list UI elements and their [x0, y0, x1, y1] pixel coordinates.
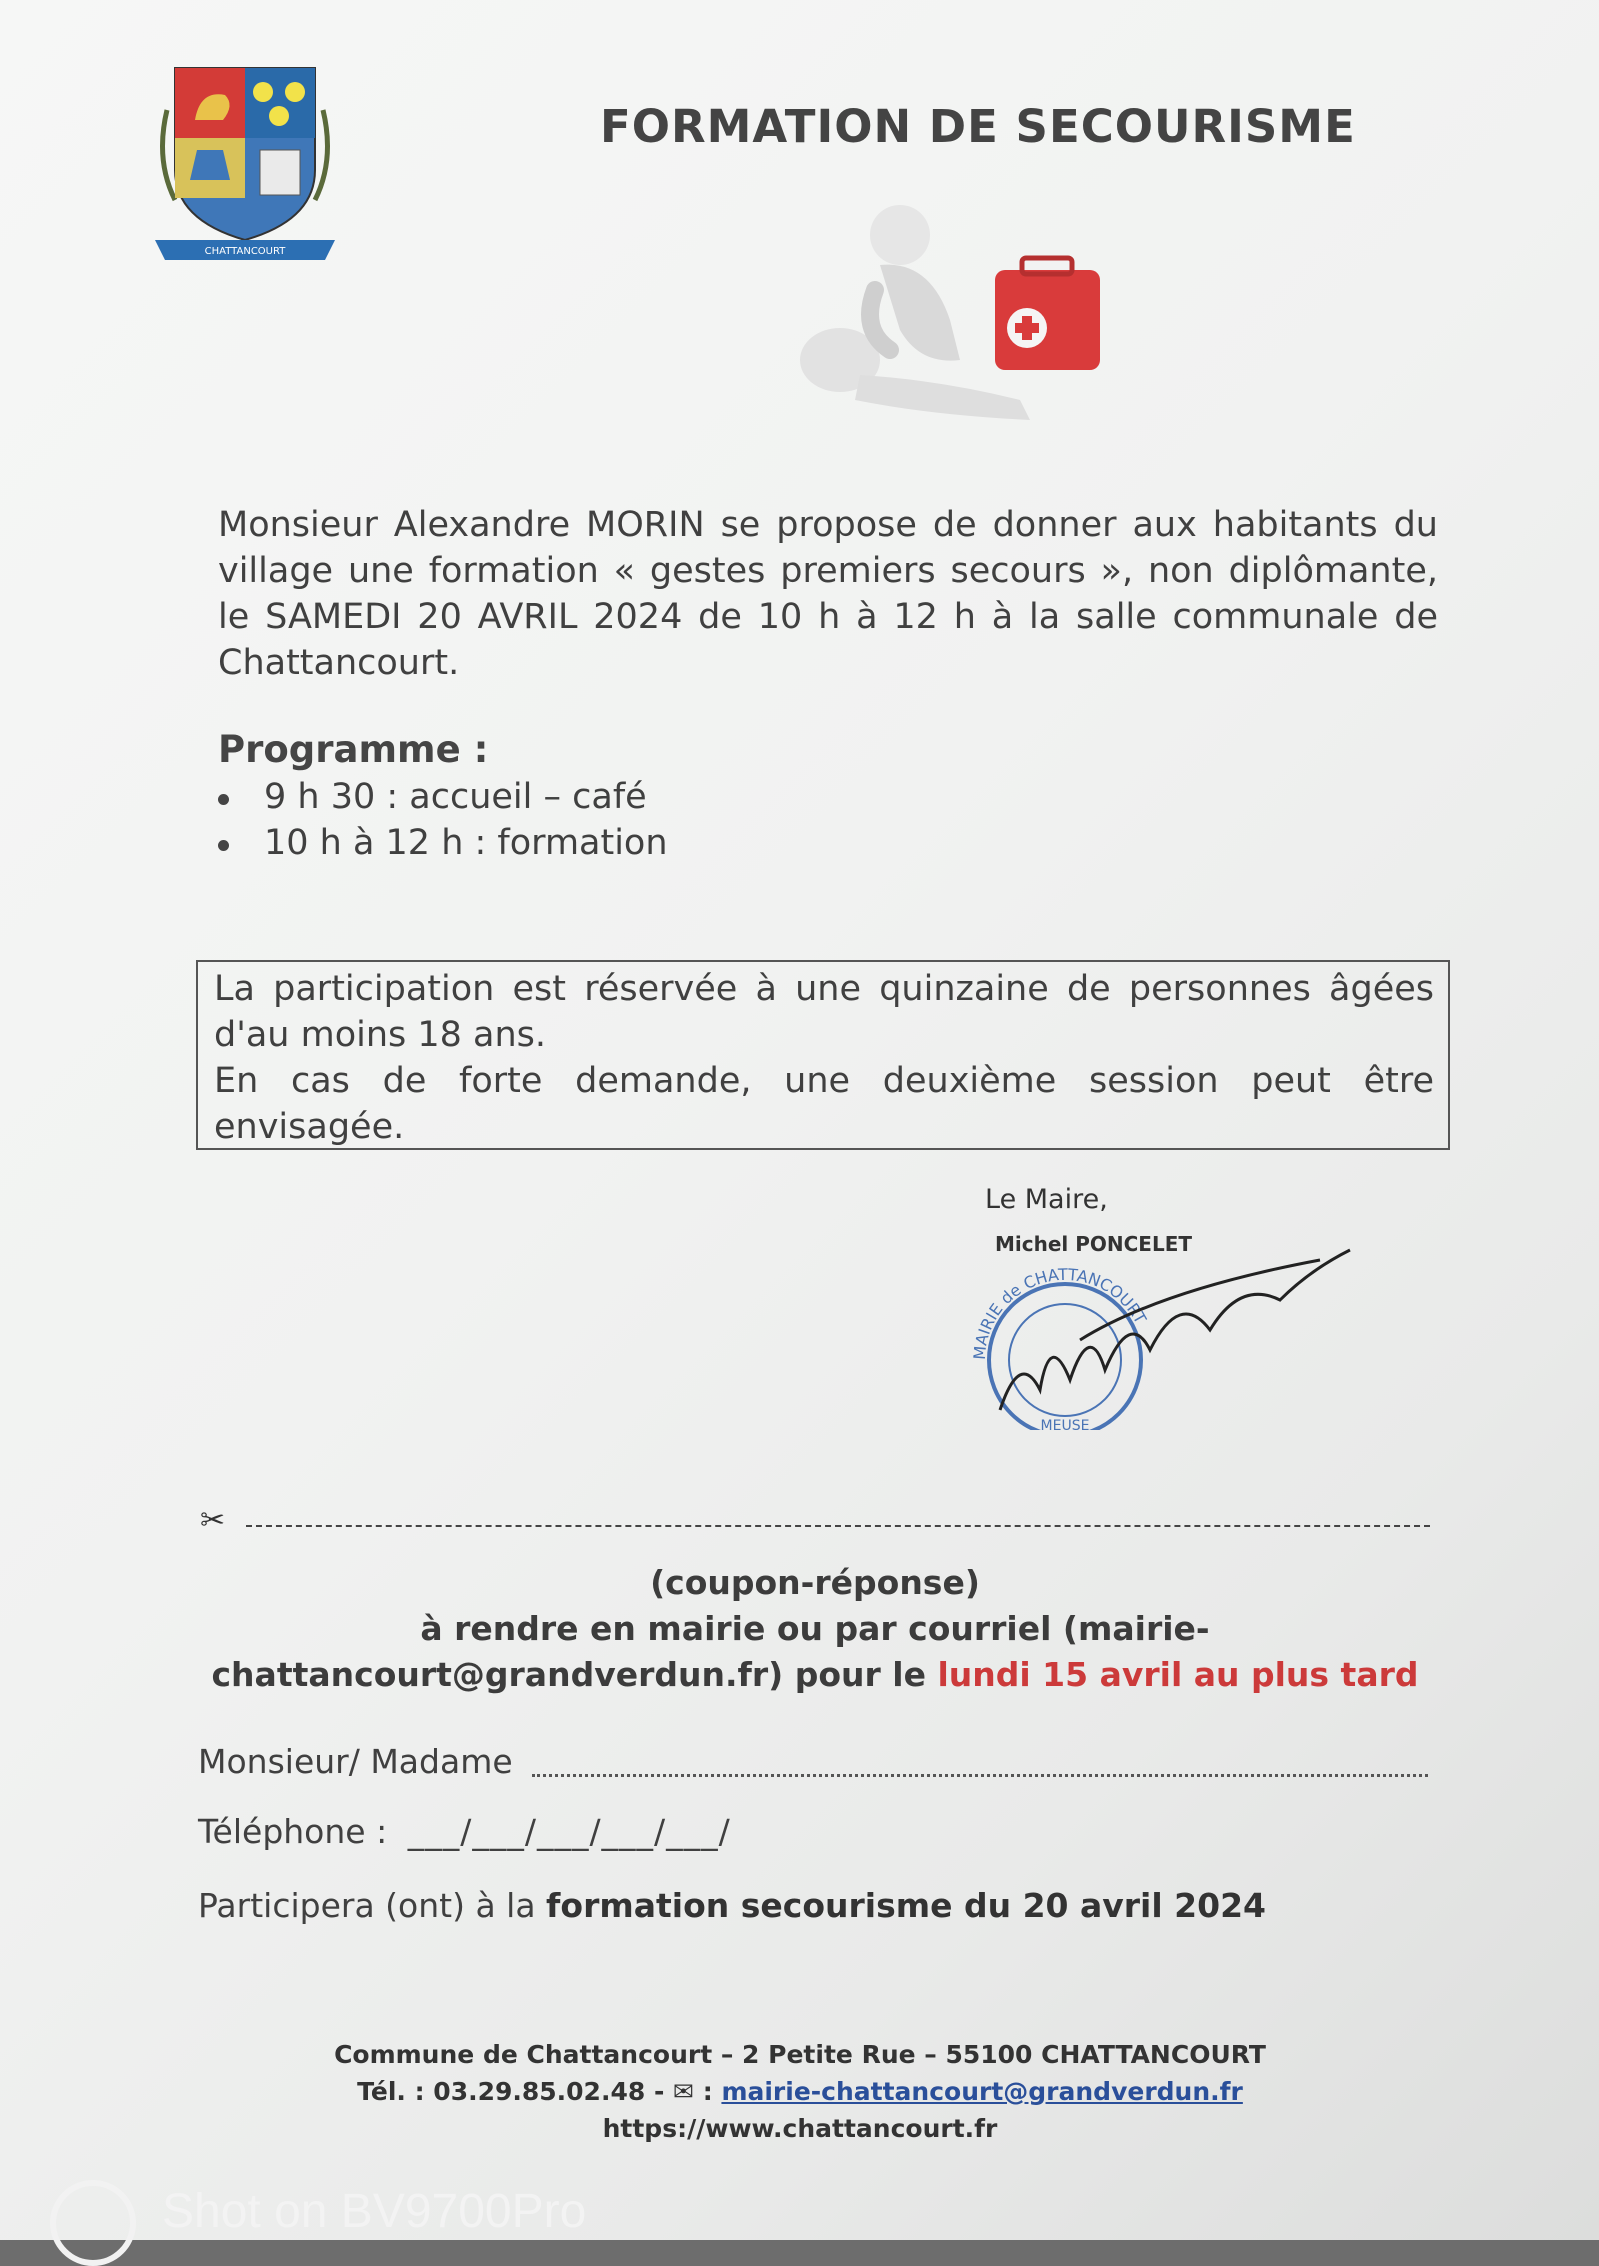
coupon-line: à rendre en mairie ou par courriel (mairie- [420, 1609, 1210, 1648]
stamp-text: MAIRIE de CHATTANCOURT [969, 1264, 1151, 1361]
programme-item: 10 h à 12 h : formation [218, 820, 668, 866]
coat-of-arms-logo [145, 50, 345, 270]
camera-shutter-icon [50, 2180, 136, 2266]
footer-mail-sep: : [702, 2077, 713, 2106]
participation-line [198, 1886, 1266, 1925]
phone-slots: ___/___/___/___/___/ [407, 1812, 731, 1851]
phone-field-label: Téléphone : [198, 1812, 388, 1851]
coupon-deadline: lundi 15 avril au plus tard [937, 1655, 1419, 1694]
participation-notice-box [196, 960, 1450, 1150]
page-title: FORMATION DE SECOURISME [600, 100, 1356, 153]
notice-line: La participation est réservée à une quinzaine de personnes âgées d'au moins 18 ans. [214, 969, 1434, 1055]
first-aid-kit-icon [995, 258, 1100, 370]
footer-tel: Tél. : 03.29.85.02.48 - [357, 2077, 665, 2106]
mayor-title: Le Maire, [985, 1184, 1108, 1215]
first-aid-illustration [760, 190, 1120, 460]
intro-paragraph: Monsieur Alexandre MORIN se propose de donner aux habitants du village une formation « gestes premiers secours », non diplômante, le SAMEDI 20 AVRIL 2024 de 10 h à 12 h à la salle communale de Chattancourt. [218, 505, 1438, 683]
phone-field[interactable] [198, 1812, 731, 1851]
scissors-icon: ✂ [200, 1503, 226, 1538]
mail-icon: ✉ [673, 2077, 694, 2106]
participation-prefix: Participera (ont) à la [198, 1886, 536, 1925]
footer-website[interactable]: https://www.chattancourt.fr [602, 2114, 998, 2143]
coupon-line: chattancourt@grandverdun.fr) pour le [211, 1655, 926, 1694]
name-field-label: Monsieur/ Madame [198, 1742, 513, 1781]
stamp-bottom-text: MEUSE [1040, 1418, 1090, 1430]
camera-watermark [0, 2172, 700, 2240]
programme-list [218, 774, 668, 866]
coupon-heading: (coupon-réponse) [650, 1563, 980, 1602]
watermark-text: Shot on BV9700Pro [162, 2185, 587, 2238]
notice-line: En cas de forte demande, une deuxième session peut être envisagée. [214, 1061, 1434, 1147]
footer [300, 2036, 1300, 2147]
coupon-header [200, 1560, 1430, 1698]
name-field[interactable] [198, 1742, 1428, 1781]
programme-title: Programme : [218, 728, 489, 771]
mayor-stamp-and-signature [960, 1230, 1360, 1430]
participation-event: formation secourisme du 20 avril 2024 [546, 1886, 1267, 1925]
footer-email-link[interactable]: mairie-chattancourt@grandverdun.fr [721, 2077, 1243, 2106]
town-hall-stamp [970, 1265, 1150, 1430]
cut-line [200, 1503, 1430, 1538]
crest-banner-text: CHATTANCOURT [204, 246, 286, 257]
footer-address: Commune de Chattancourt – 2 Petite Rue – 55100 CHATTANCOURT [334, 2040, 1266, 2069]
programme-item: 9 h 30 : accueil – café [218, 774, 668, 820]
mayor-name: Michel PONCELET [995, 1232, 1193, 1256]
